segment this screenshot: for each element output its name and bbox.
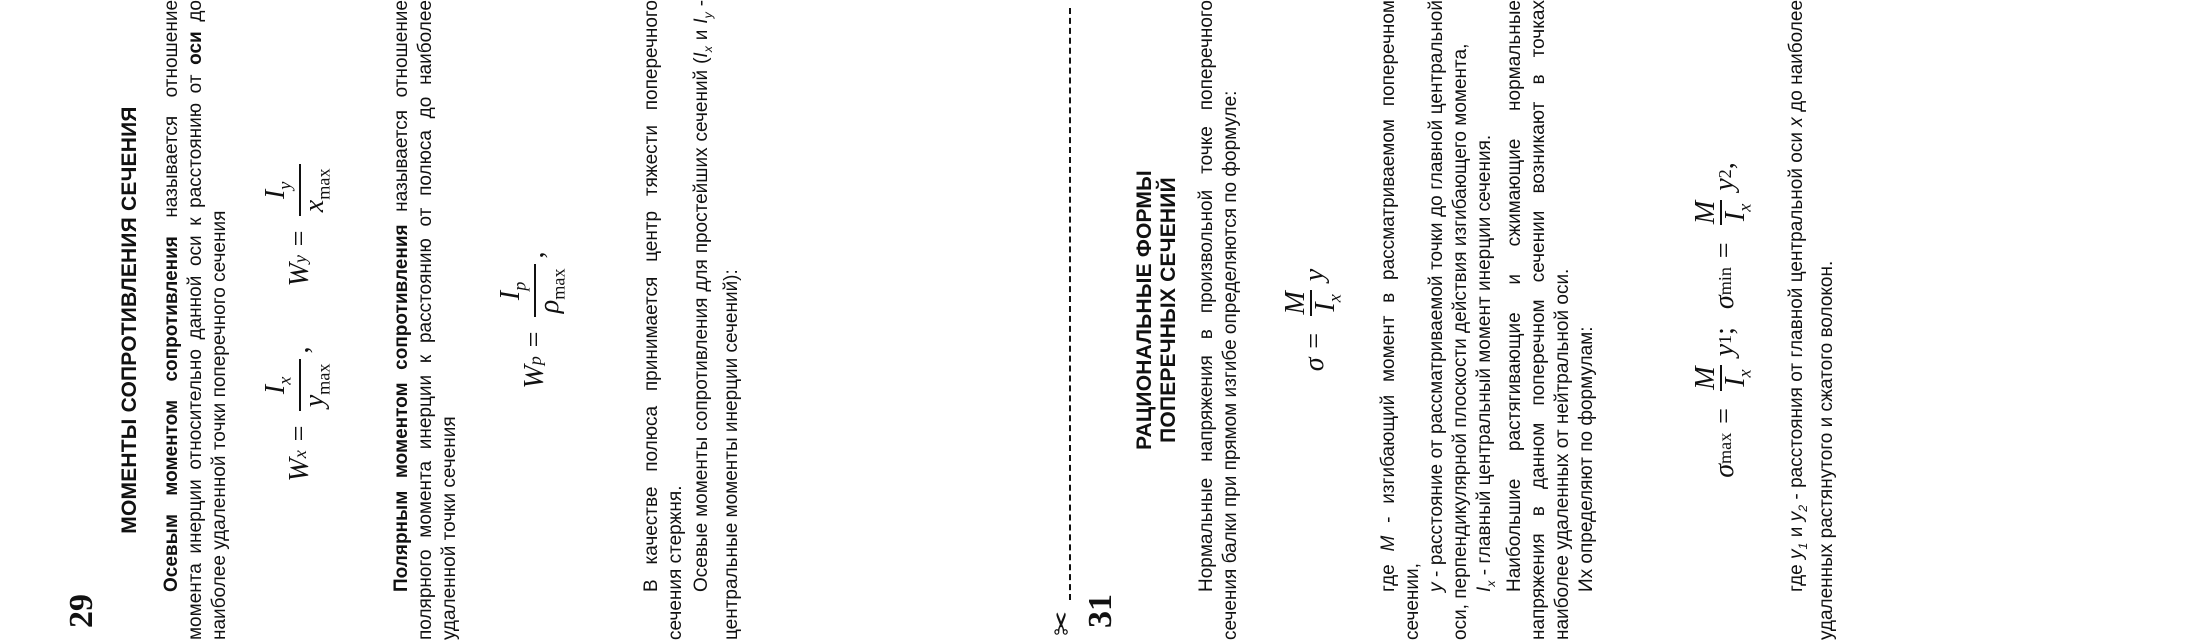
text-max-stress: Наибольшие растягивающие и сжимающие нормальные напряжения в данном поперечном сечении возникают в точках наиболее удаленных от нейтральной оси. [1503,0,1573,640]
section-number: 29 [63,594,100,628]
def-moment: - изгибающий момент в рассматриваемом поперечном сечении, [1378,0,1423,640]
dashed-line [1069,8,1071,600]
formula-axial-moment: W x = $I_x$ $y_{max}$ , W y = $I_y$ $x_{max}$ [245,40,355,600]
text-span: - центральные моменты инерции сечений): [691,0,742,640]
formula-polar-moment: W p = $I_p$ $\rho_{max}$ , [495,251,569,389]
text-distances: до наиболее удаленных растянутого и сжатого волокон. [1786,0,1837,640]
text-span-bold: оси [185,31,206,65]
text-span: до наиболее удаленной точки поперечного сечения [185,0,230,640]
scissors-icon: ✂ [1046,610,1079,636]
paragraph-normal-stress [1195,0,1243,640]
def-distance: - расстояние от рассматриваемой точки до главной центральной оси, перпендикулярной плоскости действия изгибающего момента, [1426,0,1471,640]
text-span: Осевые моменты сопротивления для простейших сечений ( [691,57,712,592]
cut-line [1046,0,1085,640]
text-normal-stress: Нормальные напряжения в произвольной точке поперечного сечения балки при прямом изгибе определяются по формуле: [1196,0,1241,640]
paragraph-distances: где $y_1$ и $y_2$ - расстояния от главной центральной оси x до наиболее удаленных растянутого и сжатого волокон. [1786,0,1837,640]
text-span: называется отношение полярного момента инерции к расстоянию от полюса до наиболее удаленной точки сечения [391,0,460,640]
section-title: РАЦИОНАЛЬНЫЕ ФОРМЫ ПОПЕРЕЧНЫХ СЕЧЕНИЙ [1133,170,1180,450]
text-pole: В качестве полюса принимается центр тяжести поперечного сечения стержня. [641,0,686,640]
paragraph-polar [390,0,462,640]
paragraph-axial [160,0,232,640]
formula-normal-stress: σ = M $I_x$ y [1279,268,1345,372]
section-title: МОМЕНТЫ СОПРОТИВЛЕНИЯ СЕЧЕНИЯ [118,106,141,534]
paragraph-pole [640,0,688,640]
def-inertia: - главный центральный момент инерции сечения. [1474,134,1495,581]
definitions: где M - изгибающий момент в рассматриваемом поперечном сечении, y - расстояние от рассматриваемой точки до главной центральной оси, перпендикулярной плоскости действия изгибающего момента, $I_x$ - главный центральный момент инерции сечения. Наибольшие растягивающие и сжимающие нормальные напряжения в данном поперечном сечении возникают в точках наиболее удаленных от нейтральной оси. Их определяют по формулам: [1378,0,1597,640]
text-span: называется отношение момента инерции относительно данной оси к расстоянию от [161,0,206,640]
paragraph-simple-sections: Осевые моменты сопротивления для простейших сечений ($I_x$ и $I_y$ - центральные моменты инерции сечений): [691,0,742,640]
term-axial: Осевым моментом сопротивления [161,236,182,592]
formula-max-min-stress: σ max = M $I_x$ y 1 ; σ min = M $I_x$ y 2 , [1689,162,1755,478]
section-number: 31 [1082,594,1119,628]
term-polar: Полярным моментом сопротивления [391,224,412,592]
text-formulas-intro: Их определяют по формулам: [1575,326,1597,592]
